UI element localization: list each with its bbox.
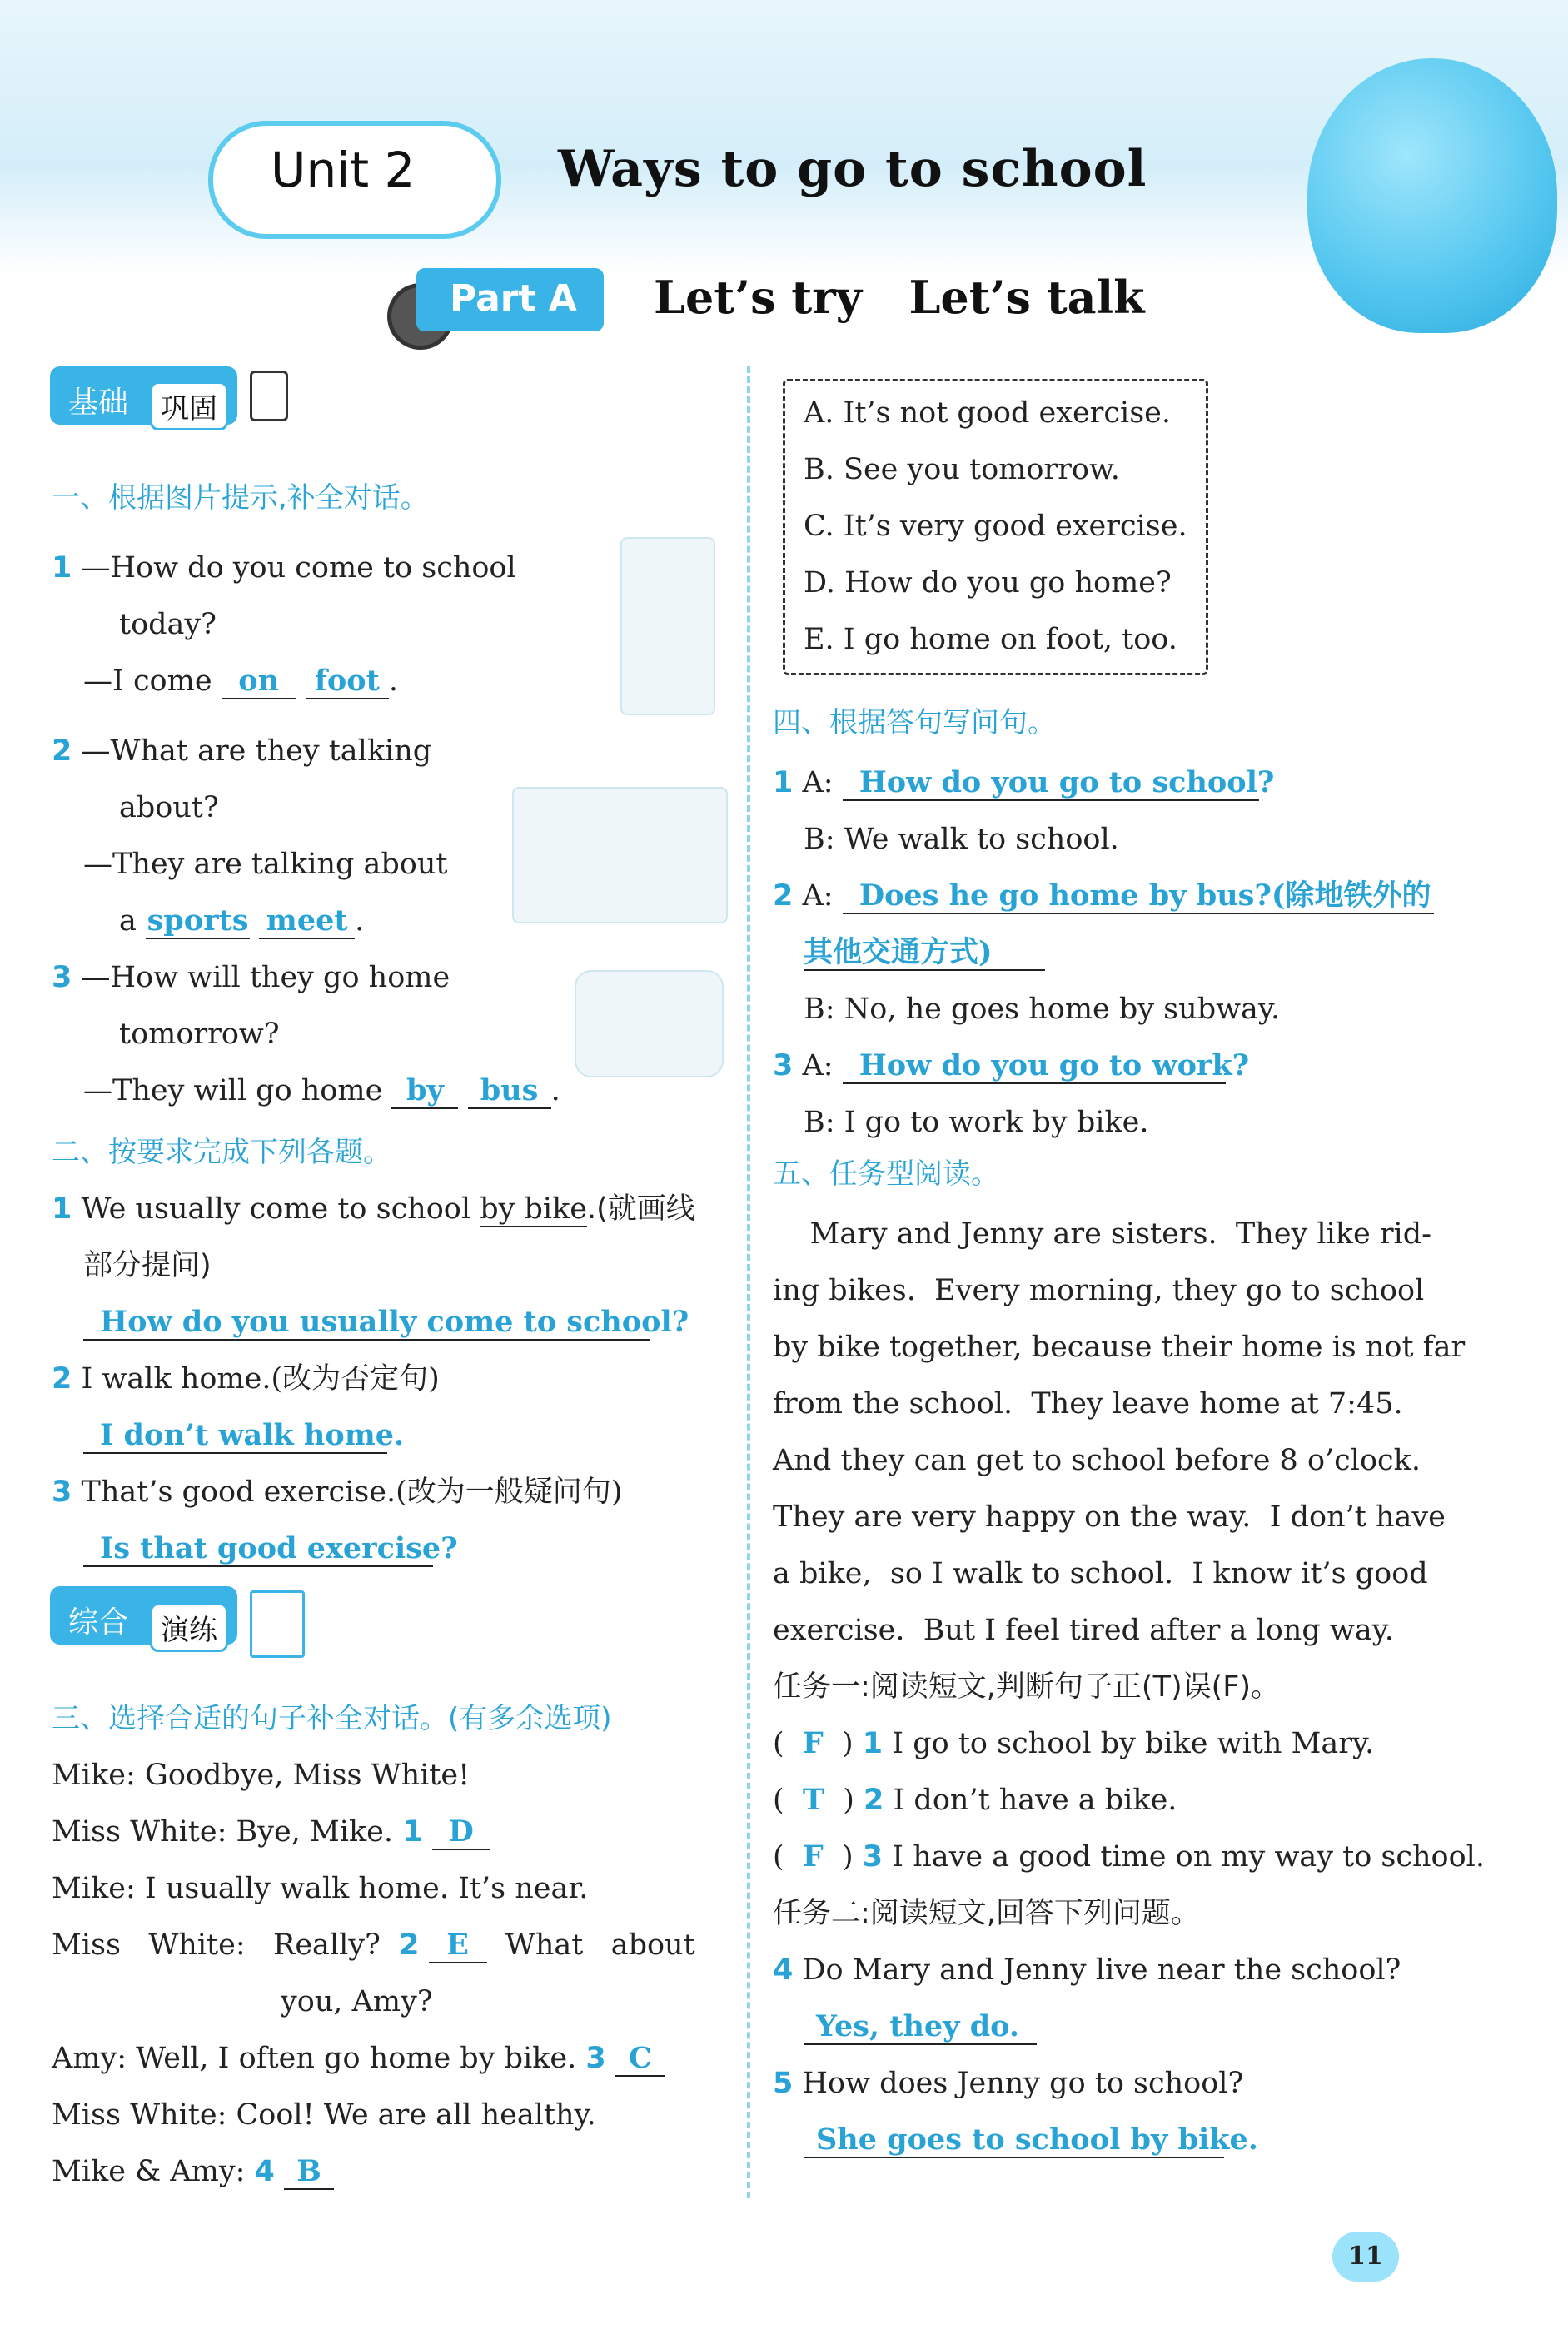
task-2-title: 任务二:阅读短文,回答下列问题。 [773,1897,1200,1930]
option-d: D. How do you go home? [804,566,1172,600]
s1-q2-line4: a sports meet . [119,903,365,938]
boy-walking-image [620,537,715,715]
task-1-item-2: ( T ) 2 I don’t have a bike. [773,1783,1177,1817]
hot-air-balloon-icon [1307,58,1557,333]
s4-q2-a: 2 A: Does he go home by bus?(除地铁外的 [773,868,1434,924]
task-1-item-1: ( F ) 1 I go to school by bike with Mary. [773,1726,1375,1760]
s3-line1: Mike: Goodbye, Miss White! [52,1759,470,1792]
basic-tag-sublabel: 巩固 [150,381,228,430]
s1-q3-line2: tomorrow? [119,1018,280,1051]
passage-line-7: a bike, so I walk to school. I know it’s good [773,1557,1428,1590]
s3-line2: Miss White: Bye, Mike. 1 D [52,1804,490,1860]
s3-line8: Mike & Amy: 4 B [52,2143,334,2200]
task-2-q5-answer: She goes to school by bike. [804,2112,1224,2168]
clipboard-icon [250,371,288,421]
s1-q2-line3: —They are talking about [83,848,448,881]
passage-line-2: ing bikes. Every morning, they go to school [773,1274,1425,1307]
passage-line-4: from the school. They leave home at 7:45. [773,1387,1403,1421]
s1-q3-line1: 3 —How will they go home [52,961,450,994]
unit-label: Unit 2 [271,142,416,198]
s3-line6: Amy: Well, I often go home by bike. 3 C [52,2030,665,2087]
passage-line-5: And they can get to school before 8 o’clock. [773,1444,1421,1477]
s4-q2-b: B: No, he goes home by subway. [804,993,1281,1026]
section-2-title: 二、按要求完成下列各题。 [52,1136,391,1169]
task-2-q4: 4 Do Mary and Jenny live near the school? [773,1953,1401,1987]
passage-line-3: by bike together, because their home is not far [773,1331,1466,1364]
passage-line-6: They are very happy on the way. I don’t have [773,1500,1446,1534]
s1-q2-line2: about? [119,791,219,824]
s1-q2-line1: 2 —What are they talking [52,734,432,768]
task-2-q5: 5 How does Jenny go to school? [773,2067,1244,2100]
s2-q3-answer: Is that good exercise? [83,1520,433,1577]
books-icon [250,1590,305,1658]
task-1-title: 任务一:阅读短文,判断句子正(T)误(F)。 [773,1670,1281,1704]
passage-line-8: exercise. But I feel tired after a long way. [773,1614,1394,1647]
s4-q3-a: 3 A: How do you go to work? [773,1048,1250,1082]
s3-line7: Miss White: Cool! We are all healthy. [52,2098,596,2132]
option-a: A. It’s not good exercise. [804,396,1172,430]
s1-q1-line2: today? [119,608,217,641]
s4-q1-a: 1 A: How do you go to school? [773,765,1275,799]
s2-q2-line: 2 I walk home.(改为否定句) [52,1362,440,1396]
s3-line3: Mike: I usually walk home. It’s near. [52,1872,589,1905]
s3-line5: you, Amy? [281,1985,433,2018]
children-running-image [512,787,728,923]
combo-tag-sublabel: 演练 [150,1603,228,1652]
task-2-q4-answer: Yes, they do. [804,1998,1037,2055]
part-label: Part A [450,277,577,320]
passage-line-1: Mary and Jenny are sisters. They like rid- [773,1217,1431,1251]
s4-q2-a2: 其他交通方式) [804,924,1045,981]
section-4-title: 四、根据答句写问句。 [773,706,1056,739]
s1-q1-line3: —I come on foot . [83,664,398,698]
option-c: C. It’s very good exercise. [804,510,1187,543]
bus-image [575,970,724,1077]
s1-q1-line1: 1 —How do you come to school [52,551,516,585]
page-number: 11 [1332,2232,1399,2282]
column-divider [747,366,750,2198]
section-3-title: 三、选择合适的句子补全对话。(有多余选项) [52,1702,612,1735]
s4-q3-b: B: I go to work by bike. [804,1106,1149,1139]
s4-q1-b: B: We walk to school. [804,823,1119,856]
s3-line4: Miss White: Really? 2 E What about [52,1928,695,1962]
s2-q3-line: 3 That’s good exercise.(改为一般疑问句) [52,1476,623,1509]
section-subtitle: Let’s try Let’s talk [654,271,1145,324]
s2-q2-answer: I don’t walk home. [83,1407,387,1464]
section-5-title: 五、任务型阅读。 [773,1157,999,1191]
page-title: Ways to go to school [558,140,1147,198]
task-1-item-3: ( F ) 3 I have a good time on my way to school. [773,1839,1486,1874]
s1-q3-line3: —They will go home by bus . [83,1073,560,1107]
option-b: B. See you tomorrow. [804,453,1120,486]
option-e: E. I go home on foot, too. [804,623,1177,656]
s2-q1-line1: 1 We usually come to school by bike.(就画线 [52,1192,695,1226]
basic-tag-label: 基础 [68,386,129,420]
combo-tag-label: 综合 [68,1605,129,1640]
s2-q1-answer: How do you usually come to school? [83,1294,650,1351]
s2-q1-line2: 部分提问) [83,1249,212,1282]
section-1-title: 一、根据图片提示,补全对话。 [52,481,429,515]
